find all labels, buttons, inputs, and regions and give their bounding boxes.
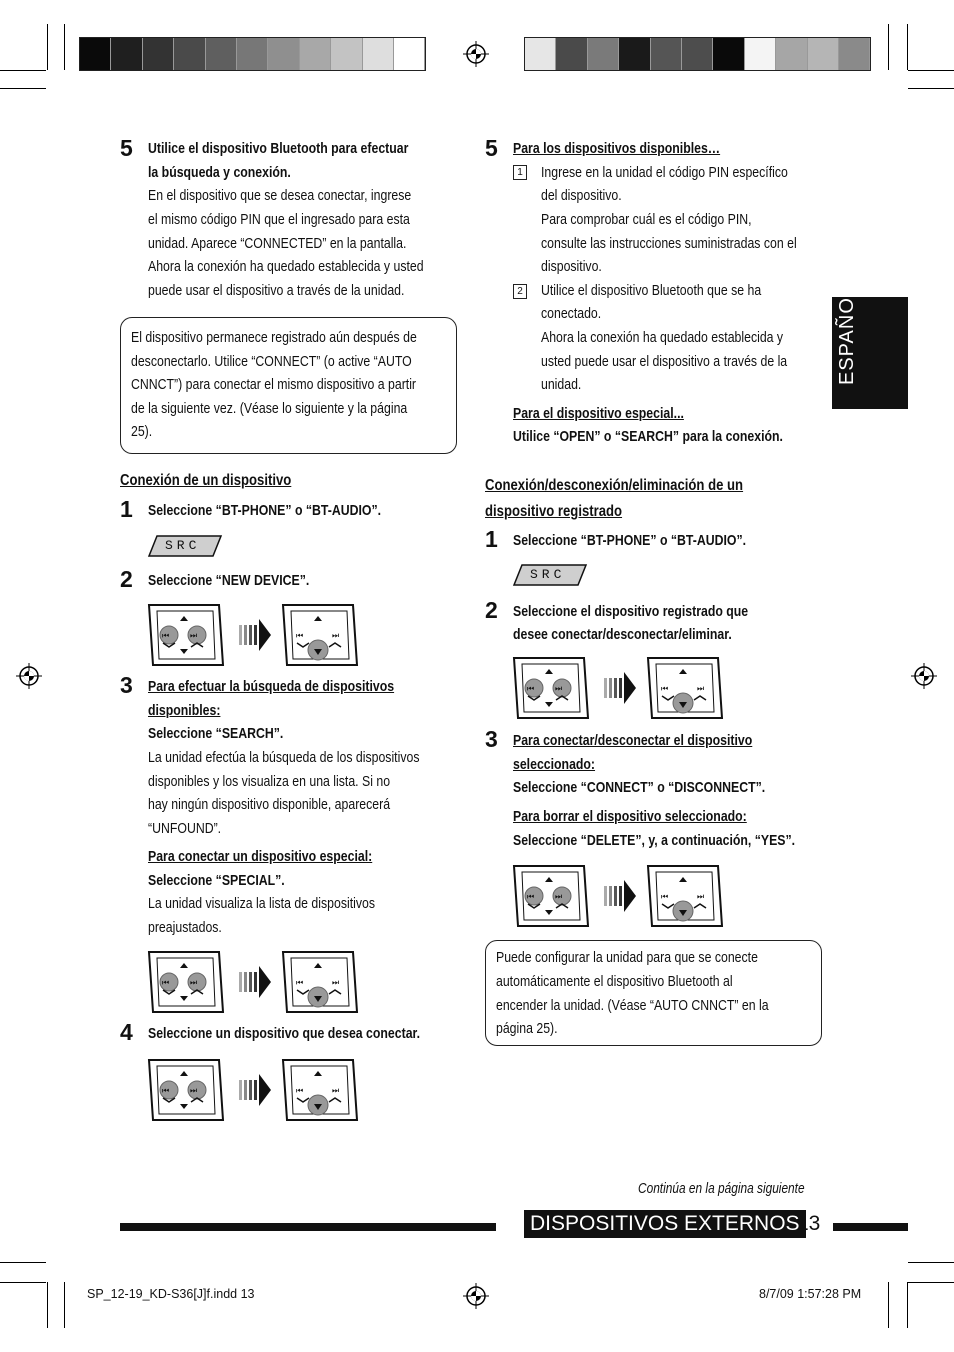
step-text: Seleccione “BT-PHONE” o “BT-AUDIO”. (148, 502, 382, 519)
item-index: 2 (513, 284, 527, 299)
svg-text:⏮: ⏮ (162, 978, 170, 987)
color-bar-left (79, 37, 426, 71)
svg-text:⏭: ⏭ (555, 684, 563, 693)
crop-mark (908, 70, 954, 71)
body-text: Para comprobar cuál es el código PIN, (541, 211, 752, 228)
color-swatch (619, 38, 650, 70)
svg-text:⏭: ⏭ (332, 1086, 340, 1095)
control-panel-left (514, 866, 588, 926)
color-swatch (682, 38, 713, 70)
color-swatch (839, 38, 870, 70)
footer-section-title: DISPOSITIVOS EXTERNOS (524, 1210, 806, 1238)
body-text: consulte las instrucciones suministradas con el (541, 235, 797, 252)
crop-mark (908, 88, 954, 89)
step-text: Seleccione el dispositivo registrado que (513, 603, 749, 620)
footer-rule (120, 1223, 496, 1231)
color-swatch (588, 38, 619, 70)
subheading: Para borrar el dispositivo seleccionado: (513, 808, 747, 825)
arrow-right-icon (604, 672, 636, 704)
svg-text:⏭: ⏭ (697, 684, 705, 693)
body-text: La unidad efectúa la búsqueda de los dispositivos (148, 749, 420, 766)
language-tab-label: ESPAÑOL (836, 285, 858, 385)
color-swatch (331, 38, 362, 70)
body-text: Ahora la conexión ha quedado establecida y usted (148, 258, 424, 275)
svg-text:⏮: ⏮ (527, 892, 535, 901)
note-text: 25). (131, 423, 153, 440)
body-text: Utilice el dispositivo Bluetooth que se ha (541, 282, 762, 299)
control-panel-right (283, 605, 357, 665)
note-text: página 25). (496, 1020, 558, 1037)
step-heading: la búsqueda y conexión. (148, 164, 291, 181)
body-text: hay ningún dispositivo disponible, aparecerá (148, 796, 391, 813)
body-text: puede usar el dispositivo a través de la unidad. (148, 282, 405, 299)
step-number: 3 (485, 726, 498, 752)
step-text: Seleccione “BT-PHONE” o “BT-AUDIO”. (513, 532, 747, 549)
step-text: Utilice “OPEN” o “SEARCH” para la conexión. (513, 428, 783, 445)
control-panel-right (648, 866, 722, 926)
section-title: Conexión/desconexión/eliminación de un (485, 477, 744, 494)
color-swatch (237, 38, 268, 70)
crop-mark (64, 24, 65, 70)
svg-text:⏮: ⏮ (527, 684, 535, 693)
body-text: En el dispositivo que se desea conectar, ingrese (148, 187, 412, 204)
body-text: unidad. Aparece “CONNECTED” en la pantalla. (148, 235, 407, 252)
control-panel-left (149, 952, 223, 1012)
step-number: 1 (120, 496, 133, 522)
subheading: Para conectar un dispositivo especial: (148, 848, 373, 865)
crop-mark (0, 1262, 46, 1263)
control-panel-left (149, 605, 223, 665)
crop-mark (47, 1282, 48, 1328)
item-index: 1 (513, 165, 527, 180)
control-diagram (147, 603, 359, 667)
crop-mark (888, 24, 889, 70)
page-number: 13 (797, 1212, 821, 1235)
step-number: 2 (120, 566, 133, 592)
color-swatch (363, 38, 394, 70)
crop-mark (0, 70, 46, 71)
arrow-right-icon (604, 880, 636, 912)
body-text: el mismo código PIN que el ingresado para esta (148, 211, 410, 228)
svg-text:⏭: ⏭ (190, 1086, 198, 1095)
step-text: Seleccione “DELETE”, y, a continuación, “YES”. (513, 832, 796, 849)
svg-text:⏮: ⏮ (661, 684, 669, 693)
body-text: Ahora la conexión ha quedado establecida y (541, 329, 784, 346)
color-swatch (651, 38, 682, 70)
body-text: conectado. (541, 305, 602, 322)
step-number: 1 (485, 526, 498, 552)
section-title: dispositivo registrado (485, 503, 623, 520)
svg-text:⏮: ⏮ (296, 1086, 304, 1095)
control-diagram (512, 656, 724, 720)
src-label: SRC (530, 567, 566, 582)
color-swatch (174, 38, 205, 70)
slug-date: 8/7/09 1:57:28 PM (759, 1287, 862, 1301)
svg-text:⏭: ⏭ (190, 978, 198, 987)
control-diagram (512, 864, 724, 928)
note-text: automáticamente el dispositivo Bluetooth al (496, 973, 733, 990)
registration-mark-icon (911, 663, 937, 689)
note-text: CNNCT”) para conectar el mismo dispositivo a partir (131, 376, 417, 393)
continues-note: Continúa en la página siguiente (638, 1181, 805, 1197)
note-text: El dispositivo permanece registrado aún después de (131, 329, 417, 346)
color-swatch (745, 38, 776, 70)
svg-text:⏭: ⏭ (332, 631, 340, 640)
crop-mark (47, 24, 48, 70)
svg-text:⏭: ⏭ (697, 892, 705, 901)
registration-mark-icon (463, 41, 489, 67)
subheading: seleccionado: (513, 756, 596, 773)
color-swatch (268, 38, 299, 70)
svg-text:⏮: ⏮ (296, 631, 304, 640)
language-tab (832, 285, 908, 409)
body-text: preajustados. (148, 919, 222, 936)
src-label: SRC (165, 538, 201, 553)
control-diagram (147, 950, 359, 1014)
note-text: encender la unidad. (Véase “AUTO CNNCT” en la (496, 997, 769, 1014)
body-text: usted puede usar el dispositivo a través de la (541, 353, 788, 370)
control-diagram (147, 1058, 359, 1122)
note-text: Puede configurar la unidad para que se conecte (496, 949, 758, 966)
body-text: Ingrese en la unidad el código PIN específico (541, 164, 788, 181)
step-text: Seleccione “SPECIAL”. (148, 872, 285, 889)
color-bar-right (524, 37, 871, 71)
subheading: disponibles: (148, 702, 221, 719)
step-number: 4 (120, 1019, 133, 1045)
step-heading: Utilice el dispositivo Bluetooth para efectuar (148, 140, 409, 157)
control-panel-right (283, 952, 357, 1012)
crop-mark (907, 24, 908, 70)
control-panel-right (648, 658, 722, 718)
svg-text:⏮: ⏮ (296, 978, 304, 987)
svg-text:⏭: ⏭ (332, 978, 340, 987)
body-text: disponibles y los visualiza en una lista. Si no (148, 773, 391, 790)
color-swatch (206, 38, 237, 70)
color-swatch (808, 38, 839, 70)
step-number: 3 (120, 672, 133, 698)
body-text: La unidad visualiza la lista de dispositivos (148, 895, 375, 912)
svg-text:⏮: ⏮ (162, 631, 170, 640)
note-text: desconectarlo. Utilice “CONNECT” (o active “AUTO (131, 353, 412, 370)
subheading: Para conectar/desconectar el dispositivo (513, 732, 753, 749)
control-panel-left (514, 658, 588, 718)
footer-rule (833, 1223, 908, 1231)
color-swatch (111, 38, 142, 70)
color-swatch (80, 38, 111, 70)
control-panel-left (149, 1060, 223, 1120)
arrow-right-icon (239, 619, 271, 651)
note-text: de la siguiente vez. (Véase lo siguiente y la página (131, 400, 408, 417)
arrow-right-icon (239, 1074, 271, 1106)
arrow-right-icon (239, 966, 271, 998)
crop-mark (908, 1262, 954, 1263)
crop-mark (0, 1282, 46, 1283)
color-swatch (143, 38, 174, 70)
crop-mark (907, 1282, 908, 1328)
crop-mark (888, 1282, 889, 1328)
subheading: Para el dispositivo especial... (513, 405, 684, 422)
svg-text:⏮: ⏮ (661, 892, 669, 901)
svg-text:⏭: ⏭ (555, 892, 563, 901)
color-swatch (300, 38, 331, 70)
body-text: del dispositivo. (541, 187, 622, 204)
crop-mark (64, 1282, 65, 1328)
body-text: unidad. (541, 376, 582, 393)
crop-mark (908, 1282, 954, 1283)
subheading: Para efectuar la búsqueda de dispositivos (148, 678, 395, 695)
step-number: 2 (485, 597, 498, 623)
step-text: Seleccione “NEW DEVICE”. (148, 572, 310, 589)
section-title: Conexión de un dispositivo (120, 472, 292, 489)
color-swatch (525, 38, 556, 70)
color-swatch (394, 38, 425, 70)
step-text: Seleccione “CONNECT” o “DISCONNECT”. (513, 779, 766, 796)
color-swatch (713, 38, 744, 70)
step-text: desee conectar/desconectar/eliminar. (513, 626, 732, 643)
step-number: 5 (120, 135, 133, 161)
body-text: dispositivo. (541, 258, 602, 275)
color-swatch (556, 38, 587, 70)
step-number: 5 (485, 135, 498, 161)
control-panel-right (283, 1060, 357, 1120)
step-text: Seleccione un dispositivo que desea conectar. (148, 1025, 421, 1042)
registration-mark-icon (463, 1283, 489, 1309)
svg-text:⏮: ⏮ (162, 1086, 170, 1095)
subheading: Para los dispositivos disponibles… (513, 140, 721, 157)
slug-file: SP_12-19_KD-S36[J]f.indd 13 (87, 1287, 255, 1301)
crop-mark (0, 88, 46, 89)
step-text: Seleccione “SEARCH”. (148, 725, 284, 742)
svg-text:⏭: ⏭ (190, 631, 198, 640)
body-text: “UNFOUND”. (148, 820, 222, 837)
color-swatch (776, 38, 807, 70)
registration-mark-icon (16, 663, 42, 689)
